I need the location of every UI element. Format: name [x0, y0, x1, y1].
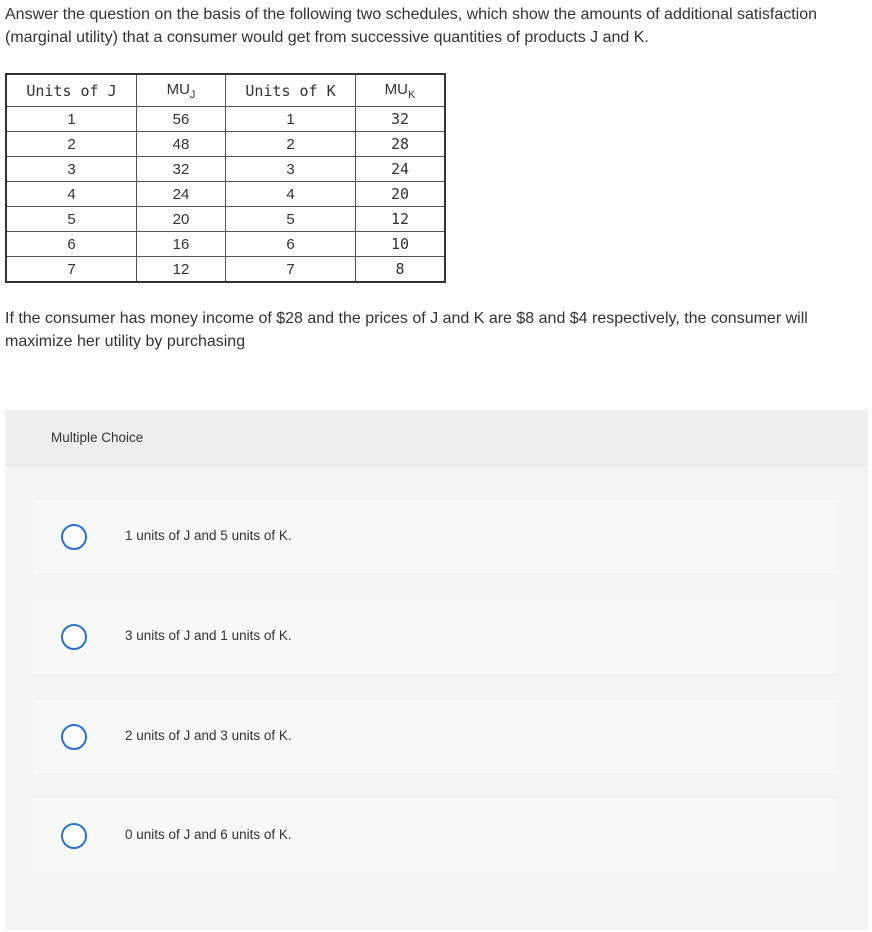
cell-mu-k: 20: [356, 182, 446, 207]
cell-mu-j: 24: [137, 182, 226, 207]
cell-mu-j: 48: [137, 132, 226, 157]
header-units-k: Units of K: [226, 74, 356, 107]
utility-schedule-table-wrapper: [5, 73, 446, 283]
utility-schedule-table: [5, 73, 446, 283]
cell-mu-j: 56: [137, 107, 226, 132]
choice-label: 1 units of J and 5 units of K.: [125, 528, 292, 543]
cell-mu-k: 24: [356, 157, 446, 182]
table-row: [6, 232, 445, 257]
header-mu-j-base: MU: [166, 80, 190, 98]
multiple-choice-options: [5, 466, 868, 930]
cell-units-k: 7: [226, 257, 356, 283]
cell-mu-j: 32: [137, 157, 226, 182]
cell-mu-k: 32: [356, 107, 446, 132]
table-row: [6, 132, 445, 157]
cell-units-k: 3: [226, 157, 356, 182]
cell-units-k: 5: [226, 207, 356, 232]
choice-option[interactable]: [33, 500, 837, 573]
multiple-choice-header: [5, 410, 868, 466]
cell-mu-k: 28: [356, 132, 446, 157]
cell-units-j: 1: [6, 107, 137, 132]
cell-units-k: 2: [226, 132, 356, 157]
choice-label: 3 units of J and 1 units of K.: [125, 628, 292, 643]
question-prompt: If the consumer has money income of $28 and the prices of J and K are $8 and $4 respectively, the consumer will maximize her utility by purchasing: [5, 310, 808, 350]
radio-button-icon[interactable]: [61, 624, 87, 650]
table-row: [6, 257, 445, 283]
cell-mu-k: 12: [356, 207, 446, 232]
cell-mu-k: 10: [356, 232, 446, 257]
choice-label: 0 units of J and 6 units of K.: [125, 827, 292, 842]
cell-units-j: 6: [6, 232, 137, 257]
cell-mu-j: 12: [137, 257, 226, 283]
cell-mu-j: 20: [137, 207, 226, 232]
choice-option[interactable]: [33, 600, 837, 673]
choice-option[interactable]: [33, 799, 837, 872]
header-mu-k-base: MU: [384, 80, 408, 98]
cell-mu-j: 16: [137, 232, 226, 257]
header-mu-j: [137, 74, 226, 107]
choice-option[interactable]: [33, 700, 837, 773]
table-row: [6, 207, 445, 232]
header-mu-k: [356, 74, 446, 107]
cell-units-j: 7: [6, 257, 137, 283]
cell-units-j: 2: [6, 132, 137, 157]
table-row: [6, 182, 445, 207]
header-mu-j-sub: J: [189, 88, 196, 101]
table-row: [6, 107, 445, 132]
choice-label: 2 units of J and 3 units of K.: [125, 728, 292, 743]
cell-units-k: 1: [226, 107, 356, 132]
cell-units-j: 5: [6, 207, 137, 232]
table-row: [6, 157, 445, 182]
radio-button-icon[interactable]: [61, 724, 87, 750]
question-text: Answer the question on the basis of the following two schedules, which show the amounts of additional satisfaction (marginal utility) that a consumer would get from successive quantities of products J and K.: [5, 6, 818, 46]
cell-units-j: 3: [6, 157, 137, 182]
multiple-choice-panel: [5, 410, 868, 930]
cell-mu-k: 8: [356, 257, 446, 283]
table-header-row: [6, 74, 445, 107]
header-units-j: Units of J: [6, 74, 137, 107]
radio-button-icon[interactable]: [61, 823, 87, 849]
radio-button-icon[interactable]: [61, 524, 87, 550]
cell-units-k: 4: [226, 182, 356, 207]
header-mu-k-sub: K: [407, 88, 416, 101]
cell-units-j: 4: [6, 182, 137, 207]
multiple-choice-title: Multiple Choice: [51, 430, 144, 445]
cell-units-k: 6: [226, 232, 356, 257]
